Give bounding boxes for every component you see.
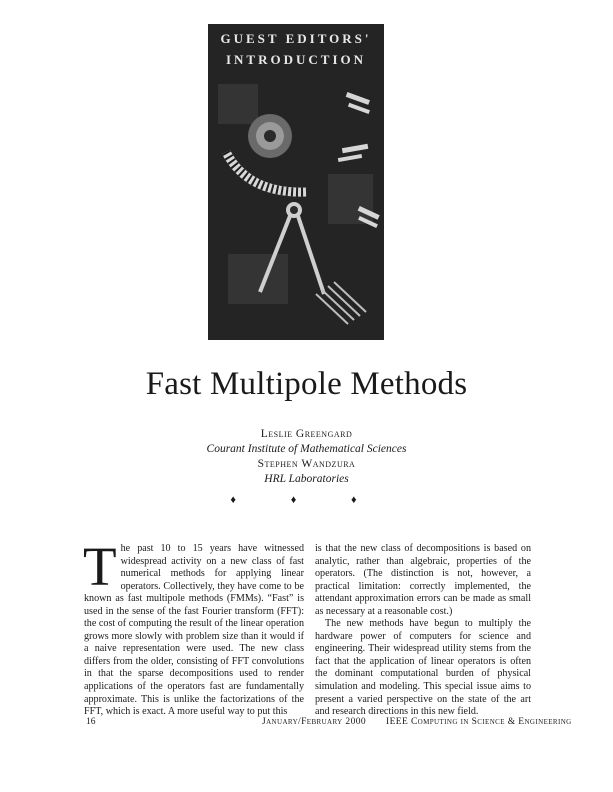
author-affiliation-2: HRL Laboratories	[264, 473, 349, 485]
body-column-right	[315, 543, 531, 719]
illustration-art	[208, 24, 384, 340]
drop-cap: T	[83, 536, 117, 597]
page-title: Fast Multipole Methods	[145, 366, 468, 402]
cover-illustration	[208, 24, 384, 340]
body-paragraph-3: The new methods have begun to multiply the hardware power of computers for science and engineering. Their widespread utility stems from the fact that the application of linear operators is often the dominant computational burden of physical simulation and modeling. This special issue aims to present a varied perspective on the state of the art and research directions in this new field.	[315, 618, 531, 718]
body-paragraph-2: is that the new class of decompositions is based on analytic, rather than algebraic, properties of the operators. (The distinction is not, however, a practical limitation: correctly implemented, the attendant approximation errors can be made as small as necessary at a reasonable cost.)	[315, 543, 531, 617]
issue-date: January/February 2000	[262, 717, 367, 727]
author-block	[0, 427, 613, 487]
author-affiliation-1: Courant Institute of Mathematical Sciences	[206, 443, 407, 455]
section-divider: ♦ ♦ ♦	[230, 494, 383, 506]
body-column-left	[83, 536, 304, 719]
banner-guest-editors: GUEST EDITORS'	[220, 31, 372, 46]
banner-introduction: INTRODUCTION	[225, 52, 366, 67]
body-paragraph-1: he past 10 to 15 years have witnessed widespread activity on a new class of fast numerical methods for applying linear operators. Collectively, they have come to be known as fast multipole methods (FMMs). “Fast” is used in the sense of the fast Fourier transform (FFT): the cost of computing the result of the linear operation grows more slowly with problem size than it would if a naive representation were used. The new class differs from the older, consisting of FFT convolutions in that the sparse decompositions used to render applications of the operators fast are fundamentally approximate. This is unlike the factorizations of the FFT, which is exact. A more useful way to put this	[84, 543, 304, 718]
page-number: 16	[86, 717, 96, 727]
journal-name: IEEE Computing in Science & Engineering	[386, 717, 572, 727]
author-name-1: Leslie Greengard	[260, 428, 353, 440]
author-name-2: Stephen Wandzura	[257, 458, 356, 470]
